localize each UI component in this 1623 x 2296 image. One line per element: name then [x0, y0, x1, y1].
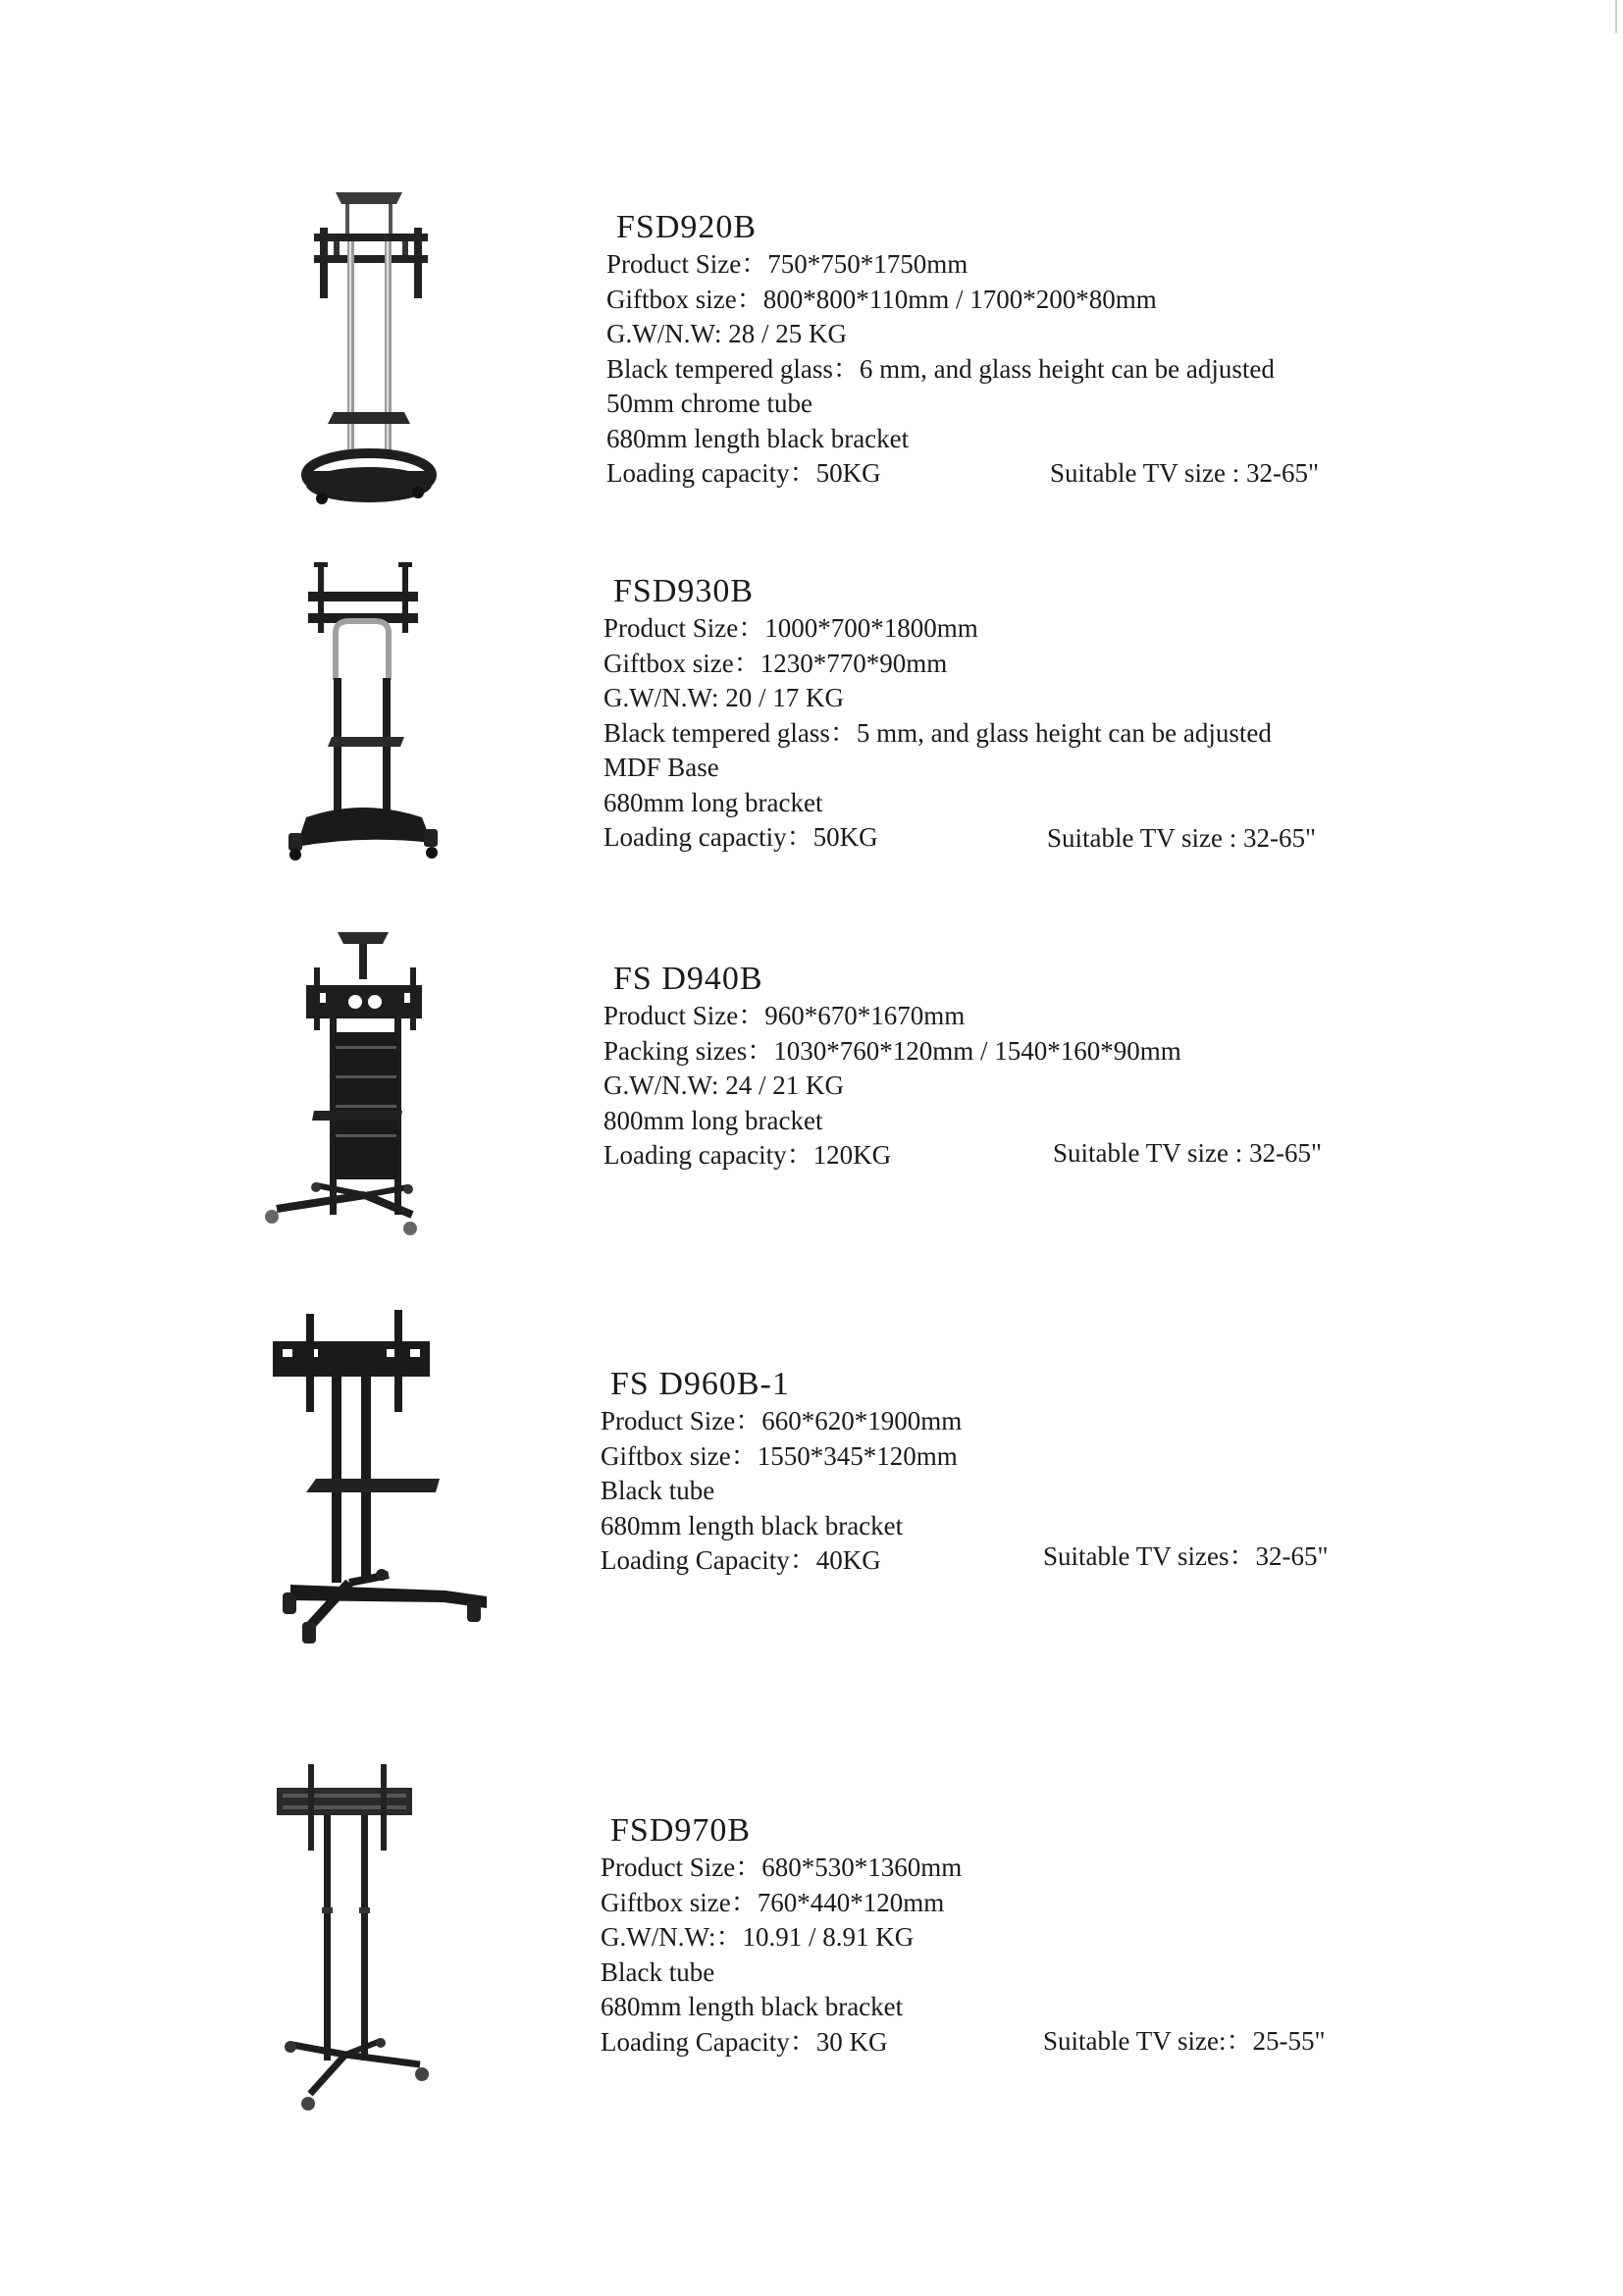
spec-bracket: 680mm length black bracket	[601, 1992, 904, 2021]
spec-weight: G.W/N.W:：10.91 / 8.91 KG	[601, 1922, 915, 1952]
suitable-tv-size: Suitable TV size : 32-65"	[1050, 458, 1319, 488]
spec-tube: Black tube	[601, 1957, 715, 1987]
product-model: FSD970B	[610, 1812, 752, 1849]
spec-base: MDF Base	[603, 753, 719, 782]
spec-product-size: Product Size：750*750*1750mm	[606, 249, 969, 279]
spec-loading-capacity: Loading Capacity：30 KG	[601, 2026, 888, 2057]
spec-tube: 50mm chrome tube	[606, 389, 812, 418]
spec-giftbox-size: Giftbox size：1550*345*120mm	[601, 1440, 958, 1471]
spec-bracket: 680mm long bracket	[603, 787, 823, 817]
spec-loading-capacity: Loading Capacity：40KG	[601, 1545, 881, 1575]
tv-stand-black-dual-tube-icon	[271, 1302, 487, 1655]
suitable-tv-size: Suitable TV sizes：32-65"	[1043, 1541, 1329, 1571]
scan-edge-mark	[1615, 0, 1617, 33]
spec-glass: Black tempered glass：5 mm, and glass height can be adjusted	[603, 717, 1272, 748]
suitable-tv-size: Suitable TV size : 32-65"	[1053, 1138, 1322, 1168]
spec-loading-capacity: Loading capactiy：50KG	[603, 822, 878, 852]
tv-stand-mdf-base-icon	[285, 552, 461, 876]
spec-weight: G.W/N.W: 24 / 21 KG	[603, 1070, 844, 1100]
spec-bracket: 680mm length black bracket	[601, 1510, 904, 1540]
spec-weight: G.W/N.W: 28 / 25 KG	[606, 319, 847, 348]
product-model: FSD930B	[613, 573, 755, 609]
spec-packing-sizes: Packing sizes：1030*760*120mm / 1540*160*90mm	[603, 1035, 1181, 1066]
product-specs	[601, 1365, 962, 1579]
suitable-tv-size: Suitable TV size : 32-65"	[1047, 823, 1316, 853]
spec-glass: Black tempered glass：6 mm, and glass height can be adjusted	[606, 353, 1275, 384]
tv-stand-equipment-panel-icon	[257, 928, 434, 1252]
spec-weight: G.W/N.W: 20 / 17 KG	[603, 683, 844, 712]
tv-stand-slim-black-icon	[273, 1760, 469, 2113]
spec-bracket: 800mm long bracket	[603, 1105, 823, 1135]
spec-bracket: 680mm length black bracket	[606, 423, 910, 453]
product-model: FS D940B	[613, 961, 763, 997]
spec-giftbox-size: Giftbox size：1230*770*90mm	[603, 648, 948, 678]
tv-stand-chrome-round-base-icon	[294, 183, 442, 508]
spec-giftbox-size: Giftbox size：800*800*110mm / 1700*200*80mm	[606, 284, 1157, 314]
product-specs	[606, 208, 1275, 492]
spec-product-size: Product Size：1000*700*1800mm	[603, 613, 978, 643]
spec-giftbox-size: Giftbox size：760*440*120mm	[601, 1887, 945, 1917]
product-model: FS D960B-1	[610, 1366, 790, 1402]
spec-tube: Black tube	[601, 1476, 715, 1505]
spec-loading-capacity: Loading capacity：120KG	[603, 1140, 892, 1170]
product-model: FSD920B	[616, 209, 758, 245]
spec-product-size: Product Size：660*620*1900mm	[601, 1406, 963, 1435]
spec-product-size: Product Size：680*530*1360mm	[601, 1852, 963, 1882]
product-specs	[601, 1811, 962, 2060]
suitable-tv-size: Suitable TV size:：25-55"	[1043, 2026, 1326, 2056]
product-specs	[603, 572, 1272, 856]
spec-product-size: Product Size：960*670*1670mm	[603, 1001, 966, 1030]
spec-loading-capacity: Loading capacity：50KG	[606, 458, 881, 488]
